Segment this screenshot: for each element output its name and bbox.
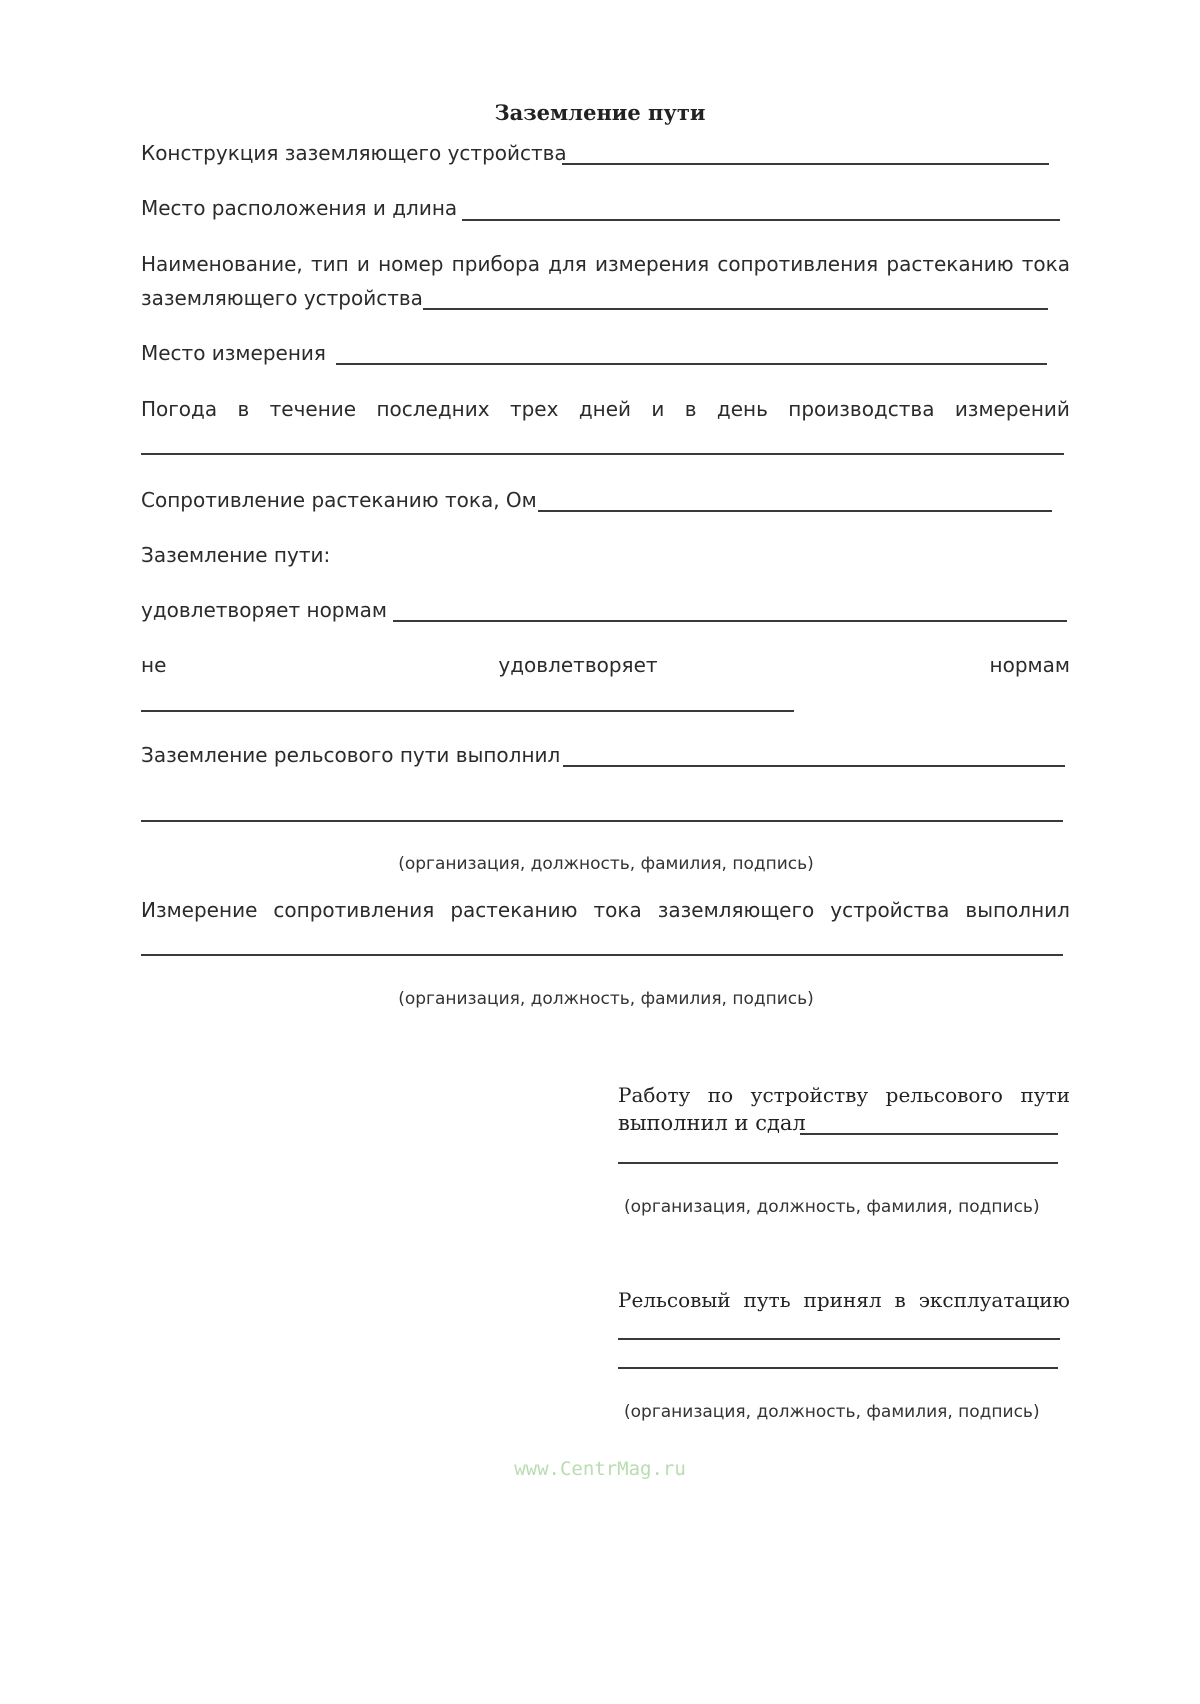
performed-by-field-line[interactable] [563,765,1065,767]
resistance-label: Сопротивление растеканию тока, Ом [141,488,537,512]
weather-label: Погода в течение последних трех дней и в день производства измерений [141,397,1070,421]
not-meets-norms-field-line[interactable] [141,710,794,712]
accepted-field-line[interactable] [618,1338,1060,1340]
work-done-label-line1: Работу по устройству рельсового пути [618,1083,1070,1107]
location-label: Место расположения и длина [141,196,458,220]
work-done-label-line2: выполнил и сдал [618,1111,806,1135]
grounding-label: Заземление пути: [141,543,331,567]
measurement-by-label: Измерение сопротивления растеканию тока заземляющего устройства выполнил [141,898,1070,922]
performed-by-caption: (организация, должность, фамилия, подпись) [398,854,814,874]
measure-place-label: Место измерения [141,341,326,365]
accepted-caption: (организация, должность, фамилия, подпись) [624,1402,1040,1422]
accepted-label: Рельсовый путь принял в эксплуатацию [618,1288,1070,1312]
measure-place-field-line[interactable] [336,363,1047,365]
work-done-field-line[interactable] [800,1133,1058,1135]
work-done-caption: (организация, должность, фамилия, подпись) [624,1197,1040,1217]
meets-norms-field-line[interactable] [393,620,1067,622]
device-field-line[interactable] [423,308,1048,310]
work-done-second-line[interactable] [618,1162,1058,1164]
measurement-by-field-line[interactable] [141,954,1063,956]
performed-by-label: Заземление рельсового пути выполнил [141,743,561,767]
resistance-field-line[interactable] [538,510,1052,512]
measurement-by-caption: (организация, должность, фамилия, подпись) [398,989,814,1009]
construction-label: Конструкция заземляющего устройства [141,141,567,165]
device-label-line1: Наименование, тип и номер прибора для измерения сопротивления растеканию тока [141,252,1070,276]
meets-norms-label: удовлетворяет нормам [141,598,387,622]
watermark-text: www.CentrMag.ru [514,1458,686,1480]
construction-field-line[interactable] [562,163,1049,165]
weather-field-line[interactable] [141,453,1064,455]
not-meets-norms-label: не удовлетворяет нормам [141,653,1070,677]
performed-by-second-line[interactable] [141,820,1063,822]
document-title: Заземление пути [494,100,706,125]
location-field-line[interactable] [462,219,1060,221]
accepted-second-line[interactable] [618,1367,1058,1369]
device-label-line2: заземляющего устройства [141,286,423,310]
